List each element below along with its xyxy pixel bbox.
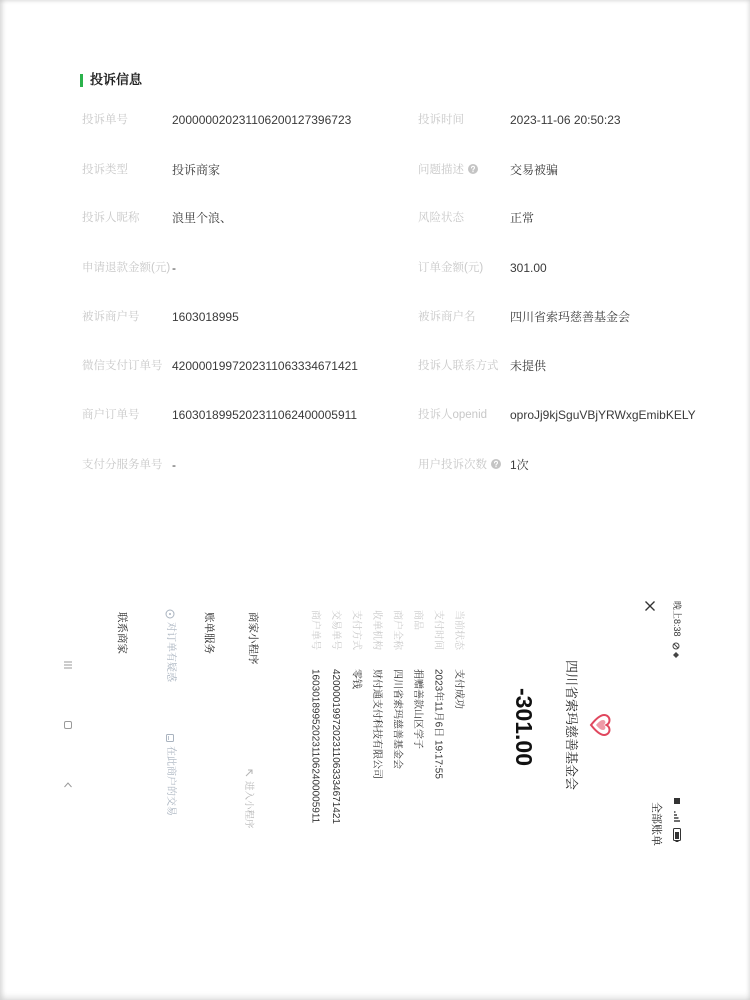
bill-amount: -301.00 (511, 688, 537, 767)
battery-icon (671, 827, 683, 843)
bill-detail-value: 支付成功 (453, 669, 464, 709)
field-value-risk-status: 正常 (510, 211, 535, 225)
field-label-text: 问题描述 (418, 164, 464, 176)
field-label-order-amount: 订单金额(元) (418, 262, 484, 274)
bill-detail-label: 当前状态 (453, 610, 464, 650)
field-label-risk-status: 风险状态 (418, 212, 464, 224)
recents-icon[interactable] (63, 660, 73, 670)
field-label-issue-description (418, 162, 478, 178)
field-value-complaint-count: 1次 (510, 458, 529, 472)
order-question-link[interactable]: 对订单有疑惑 (165, 622, 176, 682)
bill-services-title: 账单服务 (203, 612, 215, 654)
bill-detail-value: 财付通支付科技有限公司 (371, 669, 382, 779)
field-label-refund-amount: 申请退款金额(元) (82, 262, 171, 274)
bill-detail-label: 交易单号 (330, 610, 341, 650)
bill-detail-label: 商户单号 (309, 610, 321, 650)
question-circle-icon[interactable] (491, 459, 501, 469)
section-title: 投诉信息 (90, 72, 143, 87)
field-label-complaint-id: 投诉单号 (82, 114, 128, 126)
bill-detail-value: 4200001997202311063334671421 (330, 669, 341, 824)
bill-detail-value: 2023年11月6日 19:17:55 (432, 669, 444, 779)
bill-detail-label: 商品 (412, 610, 423, 630)
location-icon (673, 652, 679, 658)
field-value-complainant-contact: 未提供 (510, 359, 547, 373)
back-icon[interactable] (63, 780, 73, 790)
field-value-wechat-order-no: 4200001997202311063334671421 (172, 359, 358, 373)
signal-icon (671, 810, 683, 824)
field-value-complaint-type: 投诉商家 (172, 163, 221, 177)
mini-program-link[interactable]: 进入小程序 (243, 781, 254, 829)
merchant-name: 四川省索玛慈善基金会 (564, 660, 579, 791)
field-label-complaint-count (418, 457, 501, 473)
field-label-merchant-id: 被诉商户号 (82, 311, 140, 323)
field-label-complaint-type: 投诉类型 (82, 164, 128, 176)
merchant-transactions-link[interactable]: 在此商户的交易 (165, 746, 176, 816)
field-label-complaint-time: 投诉时间 (418, 114, 464, 126)
question-circle-icon[interactable] (468, 164, 478, 174)
bill-detail-label: 支付时间 (432, 610, 444, 650)
contact-merchant-button[interactable]: 联系商家 (116, 612, 128, 654)
mini-program-title: 商家小程序 (247, 612, 259, 665)
field-label-merchant-name: 被诉商户名 (418, 311, 476, 323)
all-bills-link[interactable]: 全部账单 (650, 802, 662, 846)
bill-detail-value: 四川省索玛慈善基金会 (391, 669, 403, 769)
bill-detail-value: 零钱 (350, 669, 362, 689)
field-label-complainant-nickname: 投诉人昵称 (82, 212, 140, 224)
heart-logo-icon (588, 713, 612, 737)
field-value-issue-description: 交易被骗 (510, 163, 559, 177)
field-label-text: 用户投诉次数 (418, 459, 487, 471)
field-value-merchant-id: 1603018995 (172, 310, 239, 324)
bill-detail-label: 商户全称 (391, 610, 403, 650)
field-value-order-amount: 301.00 (510, 261, 547, 275)
field-value-complaint-time: 2023-11-06 20:50:23 (510, 113, 621, 127)
field-value-complaint-id: 200000020231106200127396723 (172, 113, 352, 127)
bill-detail-value: 1603018995202311062400005911 (309, 669, 321, 824)
field-label-complainant-contact: 投诉人联系方式 (418, 360, 499, 372)
bill-detail-label: 支付方式 (350, 610, 362, 650)
question-circle-icon[interactable] (165, 609, 175, 619)
bill-detail-label: 收单机构 (371, 610, 382, 650)
close-icon[interactable] (644, 600, 656, 612)
field-value-merchant-order-no: 1603018995202311062400005911 (172, 408, 358, 422)
mini-program-icon[interactable] (244, 768, 254, 778)
receipt-icon[interactable] (165, 733, 175, 743)
bill-detail-value: 捐赠善款山区学子 (412, 669, 423, 749)
home-icon[interactable] (63, 720, 73, 730)
field-value-refund-amount: - (172, 261, 176, 275)
field-value-merchant-name: 四川省索玛慈善基金会 (510, 310, 631, 324)
field-label-complainant-openid: 投诉人openid (418, 409, 488, 421)
field-value-complainant-nickname: 浪里个浪、 (172, 211, 233, 225)
section-accent-bar (80, 74, 83, 87)
field-label-wechat-order-no: 微信支付订单号 (82, 360, 163, 372)
field-value-complainant-openid: oproJj9kjSguVBjYRWxgEmibKELY (510, 408, 696, 422)
field-value-payscore-service-no: - (172, 458, 176, 472)
field-label-payscore-service-no: 支付分服务单号 (82, 459, 163, 471)
field-label-merchant-order-no: 商户订单号 (82, 409, 140, 421)
status-bar-time: 晚上8:38 (672, 601, 682, 637)
